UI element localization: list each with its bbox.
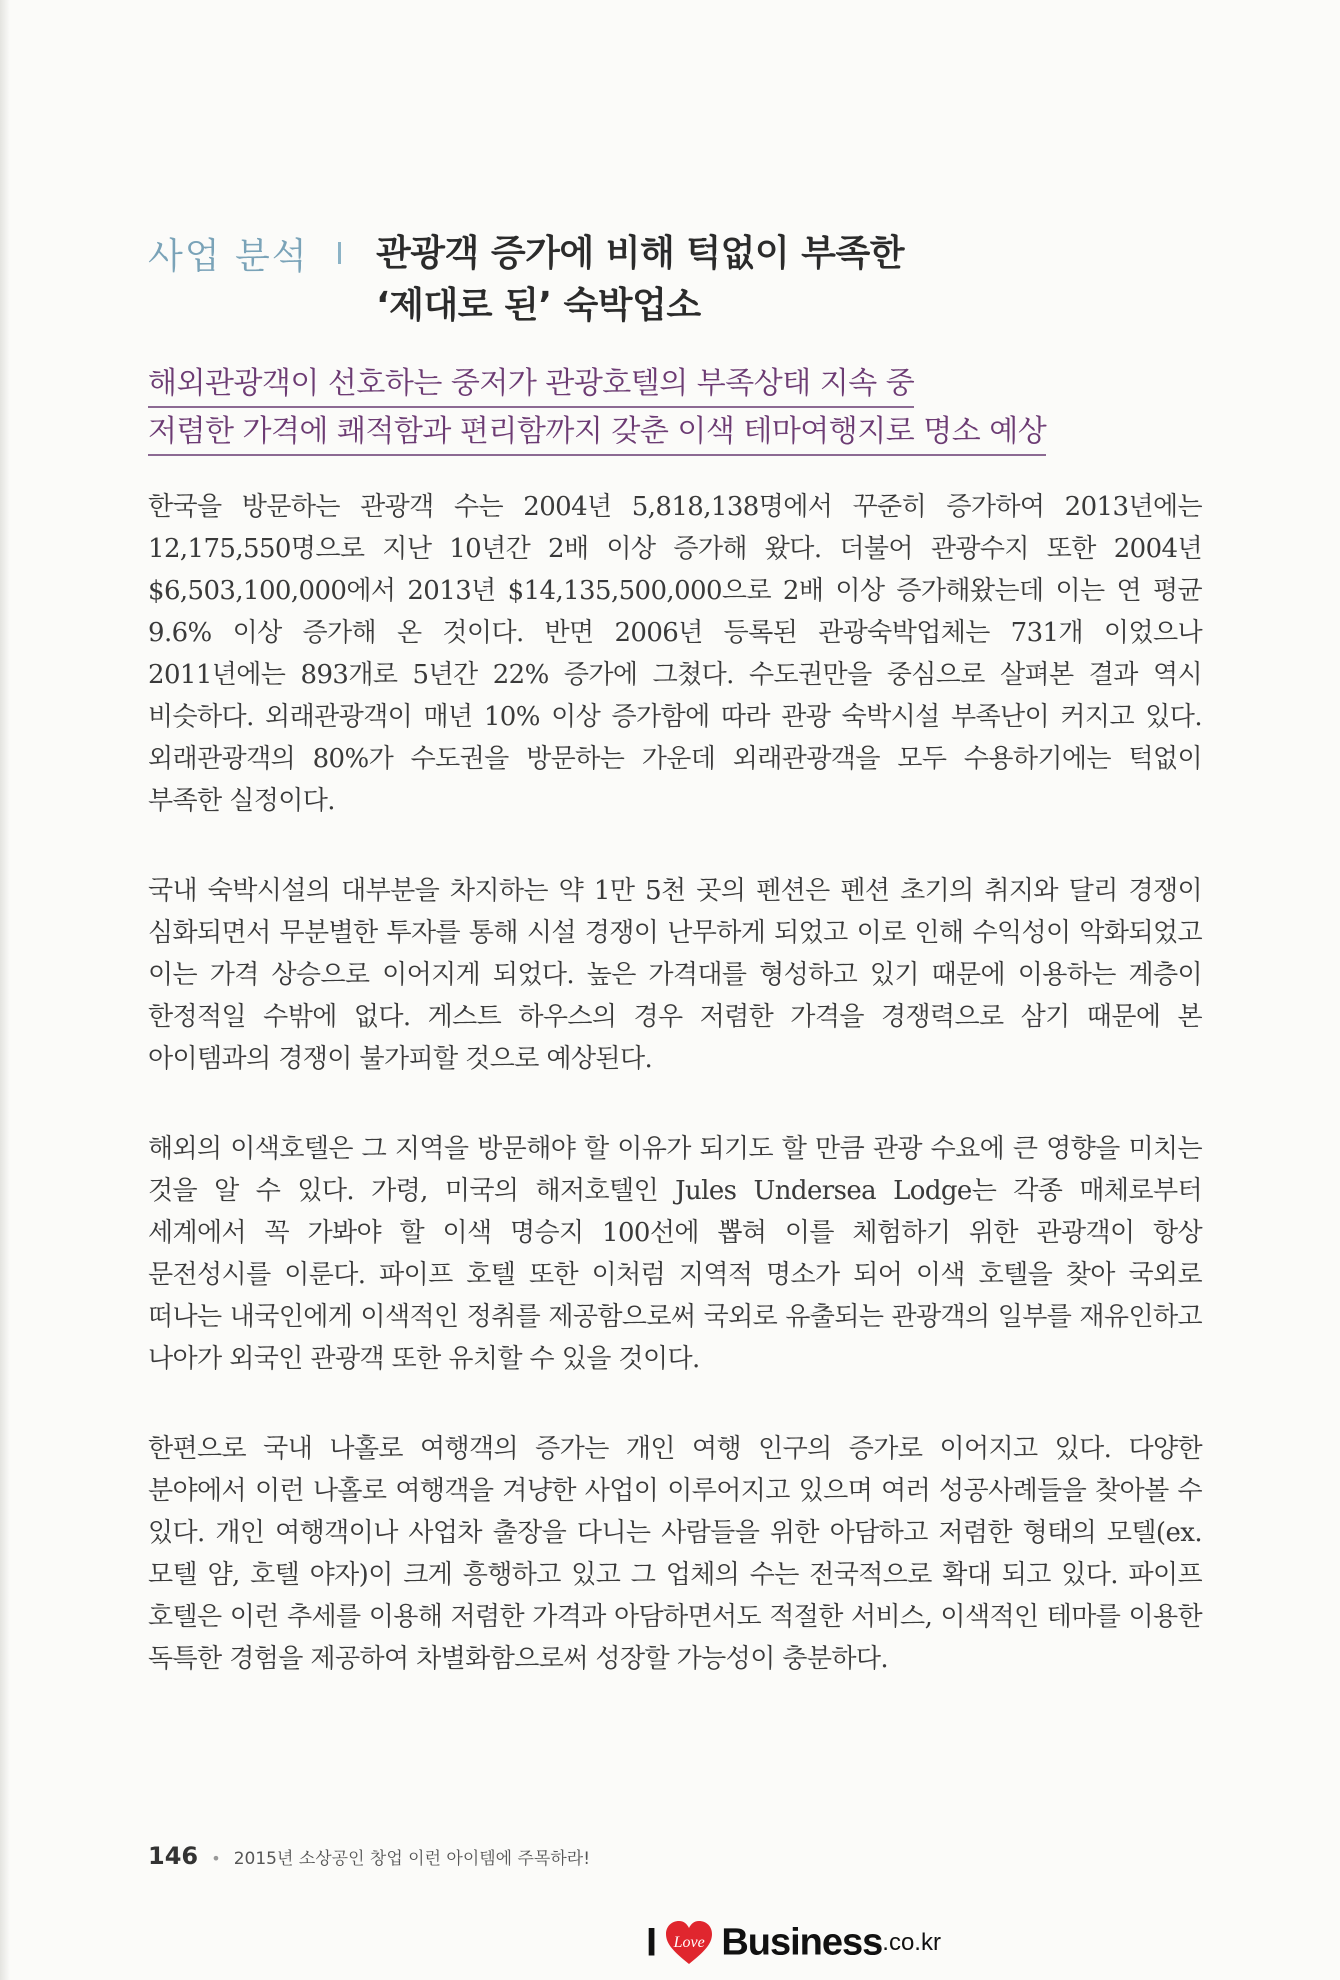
page-title [376, 228, 1206, 332]
page-number: 146 [148, 1842, 199, 1870]
paragraph-3: 해외의 이색호텔은 그 지역을 방문해야 할 이유가 되기도 할 만큼 관광 수요에 큰 영향을 미치는 것을 알 수 있다. 가령, 미국의 해저호텔인 Jules Undersea Lodge는 각종 매체로부터 세계에서 꼭 가봐야 할 이색 명승지 100선에 뽑혀 이를 체험하기 위한 관광객이 항상 문전성시를 이룬다. 파이프 호텔 또한 이처럼 지역적 명소가 되어 이색 호텔을 찾아 국외로 떠나는 내국인에게 이색적인 정취를 제공함으로써 국외로 유출되는 관광객의 일부를 재유인하고 나아가 외국인 관광객 또한 유치할 수 있을 것이다. [148, 1134, 1202, 1374]
article-body [148, 486, 1202, 1728]
page-binding-edge [0, 0, 10, 1980]
book-title: 2015년 소상공인 창업 이런 아이템에 주목하라! [233, 1849, 591, 1869]
logo-business: Business [721, 1921, 883, 1964]
i-love-business-logo [646, 1920, 941, 1976]
logo-love: Love [673, 1934, 705, 1951]
title-line-2: ‘제대로 된’ 숙박업소 [376, 285, 701, 326]
paragraph-4: 한편으로 국내 나홀로 여행객의 증가는 개인 여행 인구의 증가로 이어지고 있다. 다양한 분야에서 이런 나홀로 여행객을 겨냥한 사업이 이루어지고 있으며 여러 성공사례들을 찾아볼 수 있다. 개인 여행객이나 사업차 출장을 다니는 사람들을 위한 아담하고 저렴한 형태의 모텔(ex. 모텔 얌, 호텔 야자)이 크게 흥행하고 있고 그 업체의 수는 전국적으로 확대 되고 있다. 파이프 호텔은 이런 추세를 이용해 저렴한 가격과 아담하면서도 적절한 서비스, 이색적인 테마를 이용한 독특한 경험을 제공하여 차별화함으로써 성장할 가능성이 충분하다. [148, 1434, 1202, 1674]
subheading-2: 저렴한 가격에 쾌적함과 편리함까지 갖춘 이색 테마여행지로 명소 예상 [148, 410, 1046, 456]
section-divider [338, 242, 341, 264]
subheading-1: 해외관광객이 선호하는 중저가 관광호텔의 부족상태 지속 중 [148, 362, 914, 408]
section-label: 사업 분석 [148, 236, 309, 277]
page-footer [148, 1842, 590, 1870]
logo-i: I [646, 1920, 658, 1965]
footer-separator: • [211, 1849, 221, 1868]
paragraph-2: 국내 숙박시설의 대부분을 차지하는 약 1만 5천 곳의 펜션은 펜션 초기의 취지와 달리 경쟁이 심화되면서 무분별한 투자를 통해 시설 경쟁이 난무하게 되었고 이로 인해 수익성이 악화되었고 이는 가격 상승으로 이어지게 되었다. 높은 가격대를 형성하고 있기 때문에 이용하는 계층이 한정적일 수밖에 없다. 게스트 하우스의 경우 저렴한 가격을 경쟁력으로 삼기 때문에 본 아이템과의 경쟁이 불가피할 것으로 예상된다. [148, 876, 1202, 1074]
subheadings [148, 362, 1208, 458]
logo-domain: .co.kr [882, 1929, 941, 1956]
paragraph-1: 한국을 방문하는 관광객 수는 2004년 5,818,138명에서 꾸준히 증가하여 2013년에는 12,175,550명으로 지난 10년간 2배 이상 증가해 왔다. 더불어 관광수지 또한 2004년 $6,503,100,000에서 2013년 $14,135,500,000으로 2배 이상 증가해왔는데 이는 연 평균 9.6% 이상 증가해 온 것이다. 반면 2006년 등록된 관광숙박업체는 731개 이었으나 2011년에는 893개로 5년간 22% 증가에 그쳤다. 수도권만을 중심으로 살펴본 결과 역시 비슷하다. 외래관광객이 매년 10% 이상 증가함에 따라 관광 숙박시설 부족난이 커지고 있다. 외래관광객의 80%가 수도권을 방문하는 가운데 외래관광객을 모두 수용하기에는 턱없이 부족한 실정이다. [148, 492, 1202, 816]
title-line-1: 관광객 증가에 비해 턱없이 부족한 [376, 233, 904, 274]
heart-icon [664, 1920, 714, 1966]
